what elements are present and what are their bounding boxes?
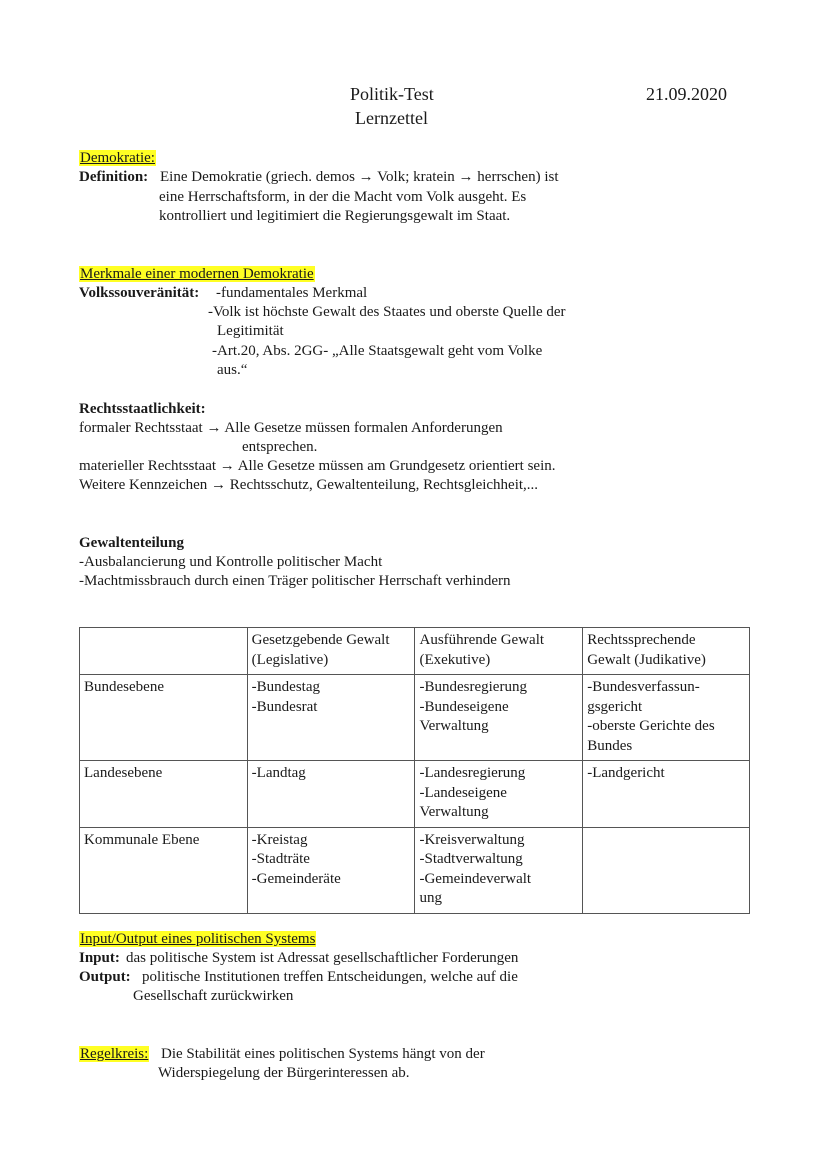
regelkreis-line: Widerspiegelung der Bürgerinteressen ab. <box>158 1065 410 1081</box>
output-label: Output: <box>79 969 131 985</box>
merkmal-line: -Art.20, Abs. 2GG- „Alle Staatsgewalt geht vom Volke <box>212 343 543 359</box>
table-row <box>80 827 750 913</box>
table-cell: Landesebene <box>80 761 248 828</box>
table-cell: -Kreistag -Stadträte -Gemeinderäte <box>247 827 415 913</box>
gewaltenteilung-line: -Machtmissbrauch durch einen Träger politischer Herrschaft verhindern <box>79 573 511 589</box>
table-row <box>80 761 750 828</box>
table-header-cell: Rechtssprechende Gewalt (Judikative) <box>583 628 750 675</box>
output-line: politische Institutionen treffen Entscheidungen, welche auf die <box>142 969 518 985</box>
rechtsstaat-line: materieller Rechtsstaat → Alle Gesetze müssen am Grundgesetz orientiert sein. <box>79 458 556 474</box>
merkmal-line: -Volk ist höchste Gewalt des Staates und oberste Quelle der <box>208 304 566 320</box>
demokratie-heading: Demokratie: <box>80 150 155 166</box>
table-cell: -Bundesregierung -Bundeseigene Verwaltung <box>415 675 583 761</box>
rechtsstaat-line: entsprechen. <box>242 439 318 455</box>
merkmal-line: Legitimität <box>217 323 284 339</box>
definition-line: eine Herrschaftsform, in der die Macht vom Volk ausgeht. Es <box>159 189 527 205</box>
input-label: Input: <box>79 950 120 966</box>
definition-line: kontrolliert und legitimiert die Regierungsgewalt im Staat. <box>159 208 511 224</box>
regelkreis-line: Die Stabilität eines politischen Systems hängt von der <box>161 1046 485 1062</box>
table-header-cell: Ausführende Gewalt (Exekutive) <box>415 628 583 675</box>
output-line: Gesellschaft zurückwirken <box>133 988 294 1004</box>
table-header-row <box>80 628 750 675</box>
table-cell: -Bundestag -Bundesrat <box>247 675 415 761</box>
table-header-cell: Gesetzgebende Gewalt (Legislative) <box>247 628 415 675</box>
rechtsstaat-heading: Rechtsstaatlichkeit: <box>79 401 206 417</box>
table-cell: -Landtag <box>247 761 415 828</box>
page-date: 21.09.2020 <box>646 84 727 104</box>
table-header-cell-empty <box>80 628 248 675</box>
merkmal-line: -fundamentales Merkmal <box>216 285 368 301</box>
table-cell: -Landesregierung -Landeseigene Verwaltung <box>415 761 583 828</box>
definition-label: Definition: <box>79 169 149 185</box>
table-cell: Kommunale Ebene <box>80 827 248 913</box>
table-cell: -Kreisverwaltung -Stadtverwaltung -Gemeindeverwalt ung <box>415 827 583 913</box>
io-heading: Input/Output eines politischen Systems <box>80 931 316 947</box>
merkmal-line: aus.“ <box>217 362 248 378</box>
page-title: Politik-Test <box>350 84 434 104</box>
page-subtitle: Lernzettel <box>355 108 428 128</box>
regelkreis-heading: Regelkreis: <box>80 1046 149 1062</box>
gewaltenteilung-heading: Gewaltenteilung <box>79 535 184 551</box>
table-cell: Bundesebene <box>80 675 248 761</box>
input-text: das politische System ist Adressat gesellschaftlicher Forderungen <box>126 950 519 966</box>
table-cell-empty <box>583 827 750 913</box>
volkssouveraenitaet-label: Volkssouveränität: <box>79 285 200 301</box>
definition-line: Eine Demokratie (griech. demos → Volk; kratein → herrschen) ist <box>160 169 559 185</box>
merkmale-heading: Merkmale einer modernen Demokratie <box>80 266 314 282</box>
table-cell: -Bundesverfassun- gsgericht -oberste Gerichte des Bundes <box>583 675 750 761</box>
gewaltenteilung-table <box>79 627 750 914</box>
rechtsstaat-line: Weitere Kennzeichen → Rechtsschutz, Gewaltenteilung, Rechtsgleichheit,... <box>79 477 539 493</box>
gewaltenteilung-line: -Ausbalancierung und Kontrolle politischer Macht <box>79 554 383 570</box>
table-row <box>80 675 750 761</box>
rechtsstaat-line: formaler Rechtsstaat → Alle Gesetze müssen formalen Anforderungen <box>79 420 503 436</box>
table-cell: -Landgericht <box>583 761 750 828</box>
